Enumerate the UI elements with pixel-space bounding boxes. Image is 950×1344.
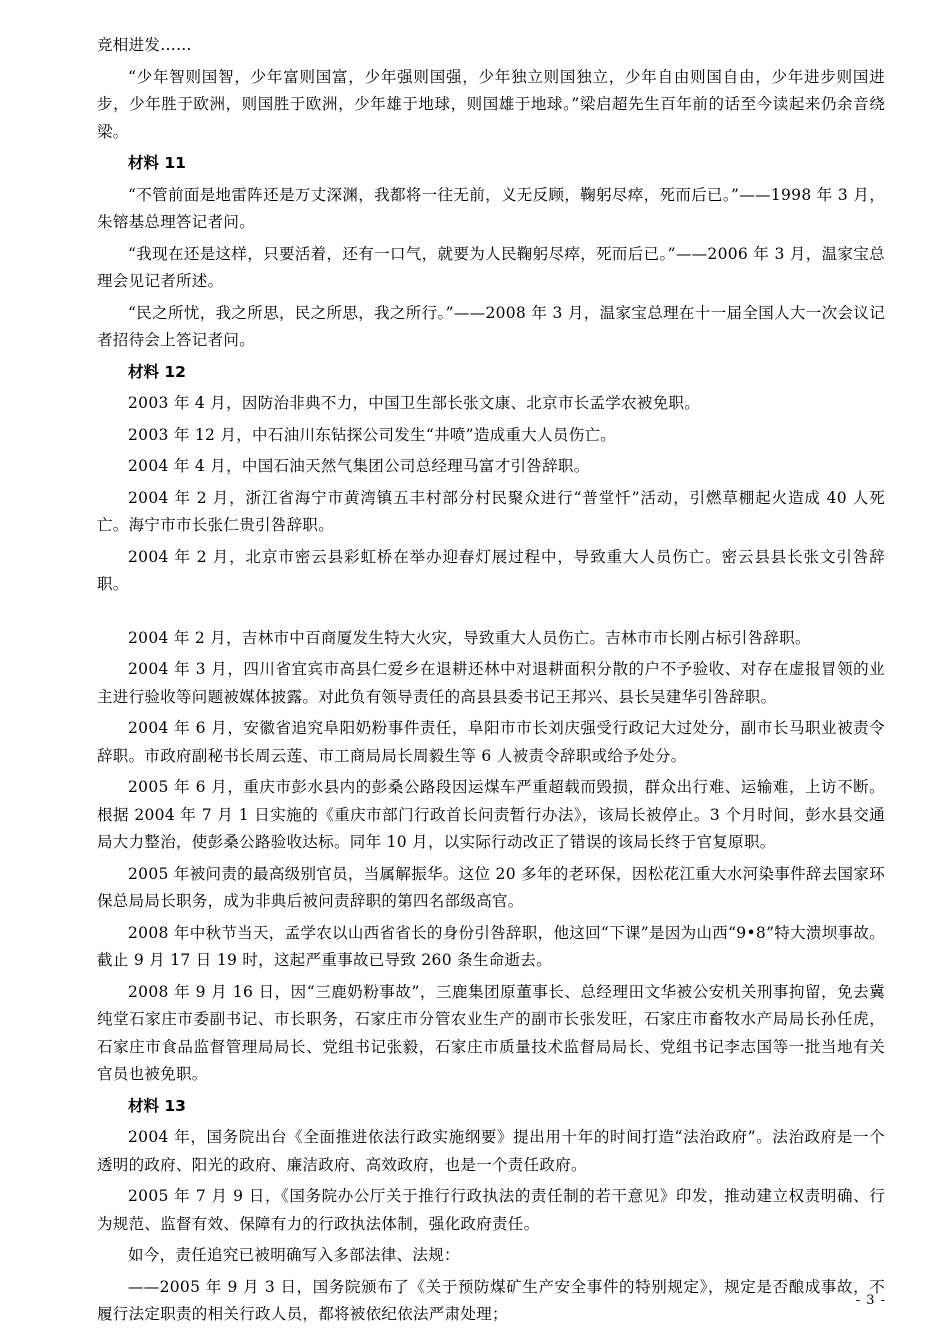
page-number: - 3 - (855, 1293, 886, 1308)
body-paragraph: 2004 年 4 月，中国石油天然气集团公司总经理马富才引咎辞职。 (128, 457, 590, 475)
body-paragraph: 2005 年被问责的最高级别官员，当属解振华。这位 20 多年的老环保，因松花江重大水河染事件辞去国家环保总局局长职务，成为非典后被问责辞职的第四名部级高官。 (97, 864, 885, 910)
paragraph-spacer (97, 603, 885, 625)
document-body (97, 32, 885, 1333)
body-paragraph: 2004 年 6 月，安徽省追究阜阳奶粉事件责任，阜阳市市长刘庆强受行政记大过处分，副市长马职业被责令辞职。市政府副秘书长周云莲、市工商局局长周毅生等 6 人被责令辞职或给予处分。 (97, 719, 885, 765)
body-paragraph: “不管前面是地雷阵还是万丈深渊，我都将一往无前，义无反顾，鞠躬尽瘁，死而后已。”——1998 年 3 月，朱镕基总理答记者问。 (97, 185, 885, 231)
material-heading: 材料 12 (128, 362, 186, 381)
body-paragraph: 2008 年 9 月 16 日，因“三鹿奶粉事故”，三鹿集团原董事长、总经理田文华被公安机关刑事拘留，免去冀纯堂石家庄市委副书记、市长职务，石家庄市分管农业生产的副市长张发旺，石家庄市畜牧水产局局长孙任虎，石家庄市食品监督管理局局长、党组书记张毅，石家庄市质量技术监督局局长、党组书记李志国等一批当地有关官员也被免职。 (97, 982, 885, 1083)
body-paragraph: 2005 年 6 月，重庆市彭水县内的彭桑公路段因运煤车严重超载而毁损，群众出行难、运输难，上访不断。根据 2004 年 7 月 1 日实施的《重庆市部门行政首长问责暂行办法》，该局长被停止。3 个月时间，彭水县交通局大力整治，使彭桑公路验收达标。同年 10 月，以实际行动改正了错误的该局长终于官复原职。 (97, 778, 885, 851)
body-paragraph: 2003 年 12 月，中石油川东钻探公司发生“井喷”造成重大人员伤亡。 (128, 425, 617, 444)
material-heading: 材料 13 (128, 1096, 186, 1115)
body-paragraph: 竞相进发…… (97, 36, 192, 54)
body-paragraph: 2004 年 3 月，四川省宜宾市高县仁爱乡在退耕还林中对退耕面积分散的户不予验收、对存在虚报冒领的业主进行验收等问题被媒体披露。对此负有领导责任的高县县委书记王邦兴、县长吴建华引咎辞职。 (97, 660, 885, 706)
body-paragraph: 2005 年 7 月 9 日，《国务院办公厅关于推行行政执法的责任制的若干意见》印发，推动建立权责明确、行为规范、监督有效、保障有力的行政执法体制，强化政府责任。 (97, 1187, 885, 1233)
body-paragraph: “民之所忧，我之所思，民之所思，我之所行。”——2008 年 3 月，温家宝总理在十一届全国人大一次会议记者招待会上答记者问。 (97, 303, 885, 349)
body-paragraph: 2004 年，国务院出台《全面推进依法行政实施纲要》提出用十年的时间打造“法治政府”。法治政府是一个透明的政府、阳光的政府、廉洁政府、高效政府，也是一个责任政府。 (97, 1128, 885, 1174)
body-paragraph: 2003 年 4 月，因防治非典不力，中国卫生部长张文康、北京市长孟学农被免职。 (128, 394, 701, 412)
material-heading: 材料 11 (128, 154, 186, 172)
body-paragraph: 2008 年中秋节当天，孟学农以山西省省长的身份引咎辞职，他这回“下课”是因为山西“9•8”特大溃坝事故。截止 9 月 17 日 19 时，这起严重事故已导致 260 条生命逝去。 (97, 923, 885, 969)
body-paragraph: 2004 年 2 月，吉林市中百商厦发生特大火灾，导致重大人员伤亡。吉林市市长刚占标引咎辞职。 (128, 628, 811, 647)
body-paragraph: “少年智则国智，少年富则国富，少年强则国强，少年独立则国独立，少年自由则国自由，少年进步则国进步，少年胜于欧洲，则国胜于欧洲，少年雄于地球，则国雄于地球。”梁启超先生百年前的话至今读起来仍余音绕梁。 (97, 67, 885, 141)
body-paragraph: 2004 年 2 月，北京市密云县彩虹桥在举办迎春灯展过程中，导致重大人员伤亡。密云县县长张文引咎辞职。 (97, 547, 885, 593)
body-paragraph: “我现在还是这样，只要活着，还有一口气，就要为人民鞠躬尽瘁，死而后已。”——2006 年 3 月，温家宝总理会见记者所述。 (97, 244, 885, 290)
body-paragraph: 2004 年 2 月，浙江省海宁市黄湾镇五丰村部分村民聚众进行“普堂忏”活动，引燃草棚起火造成 40 人死亡。海宁市市长张仁贵引咎辞职。 (97, 488, 885, 534)
body-paragraph: ——2005 年 9 月 3 日，国务院颁布了《关于预防煤矿生产安全事件的特别规定》，规定是否酿成事故，不履行法定职责的相关行政人员，都将被依纪依法严肃处理； (97, 1277, 885, 1323)
body-paragraph: 如今，责任追究已被明确写入多部法律、法规： (128, 1246, 460, 1264)
